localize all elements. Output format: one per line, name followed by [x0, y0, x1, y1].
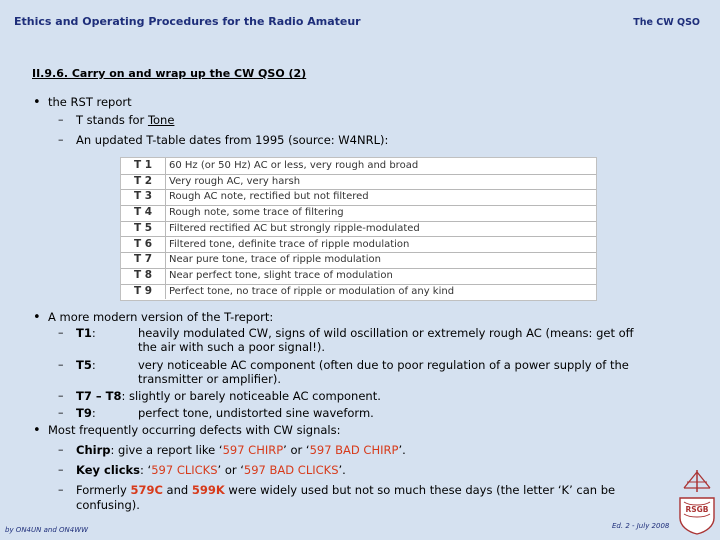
t-code: T 5 — [121, 221, 166, 237]
dash-icon: – — [58, 406, 64, 419]
bullet-icon: • — [33, 423, 41, 438]
chirp-line: Chirp: give a report like ‘597 CHIRP’ or ‘597 BAD CHIRP’. — [76, 443, 406, 457]
t-desc: 60 Hz (or 50 Hz) AC or less, very rough and broad — [169, 160, 419, 171]
t-desc: Filtered rectified AC but strongly ripple-modulated — [169, 222, 420, 234]
tone-line: T stands for Tone — [76, 113, 175, 127]
dash-icon: – — [58, 133, 64, 146]
header-topic: The CW QSO — [633, 17, 700, 28]
footer-authors: by ON4UN and ON4WW — [5, 526, 89, 534]
key-clicks-line: Key clicks: ‘597 CLICKS’ or ‘597 BAD CLICKS’. — [76, 463, 346, 477]
dash-icon: – — [58, 463, 64, 476]
t9-label: T9: — [76, 406, 96, 420]
rsgb-logo-icon — [676, 468, 718, 536]
formerly-line-cont: confusing). — [76, 498, 140, 512]
rsgb-logo-text: RSGB — [685, 505, 709, 514]
dash-icon: – — [58, 358, 64, 371]
modern-bullet: A more modern version of the T-report: — [48, 310, 274, 324]
t-desc: Near perfect tone, slight trace of modulation — [169, 269, 393, 281]
t-row — [121, 268, 596, 285]
t5-label: T5: — [76, 358, 96, 372]
rst-bullet: the RST report — [48, 95, 132, 109]
dash-icon: – — [58, 483, 64, 496]
t-desc: Rough note, some trace of filtering — [169, 207, 344, 219]
t1-text: heavily modulated CW, signs of wild oscillation or extremely rough AC (means: get off — [138, 326, 634, 340]
t-code: T 7 — [121, 252, 166, 268]
dash-icon: – — [58, 389, 64, 402]
t1-label: T1: — [76, 326, 96, 340]
bullet-icon: • — [33, 95, 41, 110]
t-row — [121, 189, 596, 206]
dash-icon: – — [58, 113, 64, 126]
t-code: T 1 — [121, 158, 166, 174]
defects-bullet: Most frequently occurring defects with CW signals: — [48, 423, 341, 437]
t5-text: very noticeable AC component (often due to poor regulation of a power supply of the — [138, 358, 629, 372]
t-row — [121, 237, 596, 254]
t-row — [121, 284, 596, 300]
t-code: T 2 — [121, 174, 166, 190]
footer-edition: Ed. 2 - July 2008 — [612, 522, 670, 530]
t-row — [121, 158, 596, 175]
t-desc: Filtered tone, definite trace of ripple modulation — [169, 238, 410, 250]
t-row — [121, 174, 596, 191]
bullet-icon: • — [33, 310, 41, 325]
t-code: T 3 — [121, 189, 166, 205]
t-code: T 8 — [121, 268, 166, 284]
t1-text-cont: the air with such a poor signal!). — [138, 340, 325, 354]
dash-icon: – — [58, 443, 64, 456]
t5-text-cont: transmitter or amplifier). — [138, 372, 281, 386]
t-row — [121, 205, 596, 222]
table-intro: An updated T-table dates from 1995 (source: W4NRL): — [76, 133, 389, 147]
t-code: T 4 — [121, 205, 166, 221]
t-desc: Near pure tone, trace of ripple modulation — [169, 254, 381, 266]
header-title: Ethics and Operating Procedures for the Radio Amateur — [14, 15, 361, 28]
dash-icon: – — [58, 326, 64, 339]
t9-text: perfect tone, undistorted sine waveform. — [138, 406, 374, 420]
t-code: T 9 — [121, 284, 166, 300]
section-title: II.9.6. Carry on and wrap up the CW QSO (2) — [32, 67, 307, 80]
t-desc: Very rough AC, very harsh — [169, 175, 301, 187]
t-row — [121, 252, 596, 269]
formerly-line: Formerly 579C and 599K were widely used but not so much these days (the letter ‘K’ can be — [76, 483, 616, 497]
t-desc: Rough AC note, rectified but not filtered — [169, 191, 369, 203]
t-row — [121, 221, 596, 238]
t-desc: Perfect tone, no trace of ripple or modulation of any kind — [169, 285, 455, 297]
t-code: T 6 — [121, 237, 166, 253]
t78-line: T7 – T8: slightly or barely noticeable AC component. — [76, 389, 381, 403]
t-table — [120, 157, 597, 301]
